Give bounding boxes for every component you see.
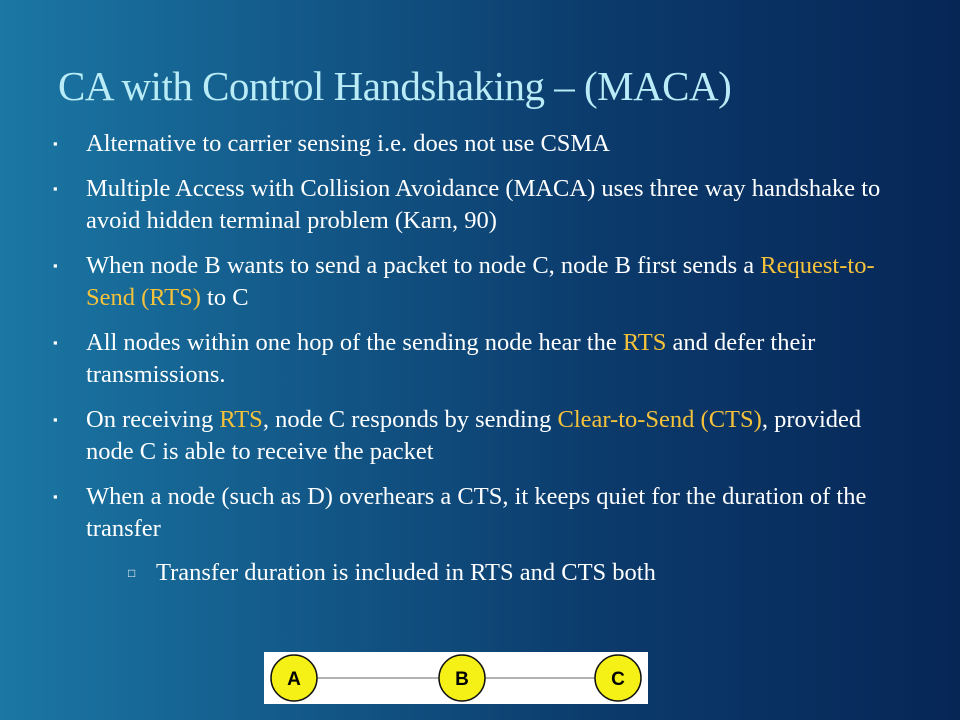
bullet-marker-icon: ▪ [53, 181, 58, 196]
node-a-label: A [287, 669, 301, 690]
highlight-term: RTS [219, 406, 263, 433]
bullet-item [50, 128, 910, 160]
bullet-marker-icon: ▪ [53, 412, 58, 427]
bullet-item [50, 327, 910, 391]
bullet-text: When node B wants to send a packet to node C, node B first sends a [86, 252, 761, 279]
highlight-term: Clear-to-Send (CTS) [557, 406, 762, 433]
bullet-text: , node C responds by sending [262, 406, 558, 433]
bullet-list [50, 128, 910, 602]
bullet-text: All nodes within one hop of the sending node hear the [86, 329, 623, 356]
node-diagram-svg [264, 652, 648, 704]
highlight-term: Request-to-Send (RTS) [86, 252, 875, 311]
bullet-text: , provided node C is able to receive the packet [86, 406, 862, 465]
bullet-marker-icon: ▪ [53, 335, 58, 350]
sub-bullet-marker-icon: □ [128, 566, 136, 580]
bullet-text: On receiving [86, 406, 220, 433]
slide-title: CA with Control Handshaking – (MACA) [58, 63, 732, 109]
node-b-label: B [455, 669, 469, 690]
bullet-item [50, 404, 910, 468]
bullet-text: Alternative to carrier sensing i.e. does not use CSMA [86, 130, 610, 157]
bullet-text: When a node (such as D) overhears a CTS, it keeps quiet for the duration of the transfer [86, 483, 867, 542]
bullet-text: Multiple Access with Collision Avoidance (MACA) uses three way handshake to avoid hidden terminal problem (Karn, 90) [86, 175, 881, 234]
bullet-marker-icon: ▪ [53, 258, 58, 273]
bullet-text: and defer their transmissions. [86, 329, 816, 388]
bullet-text: to C [200, 284, 249, 311]
bullet-marker-icon: ▪ [53, 136, 58, 151]
sub-bullet-text: Transfer duration is included in RTS and CTS both [156, 559, 656, 586]
sub-bullet-item [86, 557, 910, 589]
bullet-item [50, 250, 910, 314]
node-diagram [264, 652, 648, 704]
bullet-marker-icon: ▪ [53, 489, 58, 504]
highlight-term: RTS [622, 329, 667, 356]
node-c-label: C [611, 669, 625, 690]
bullet-item [50, 481, 910, 589]
bullet-item [50, 173, 910, 237]
